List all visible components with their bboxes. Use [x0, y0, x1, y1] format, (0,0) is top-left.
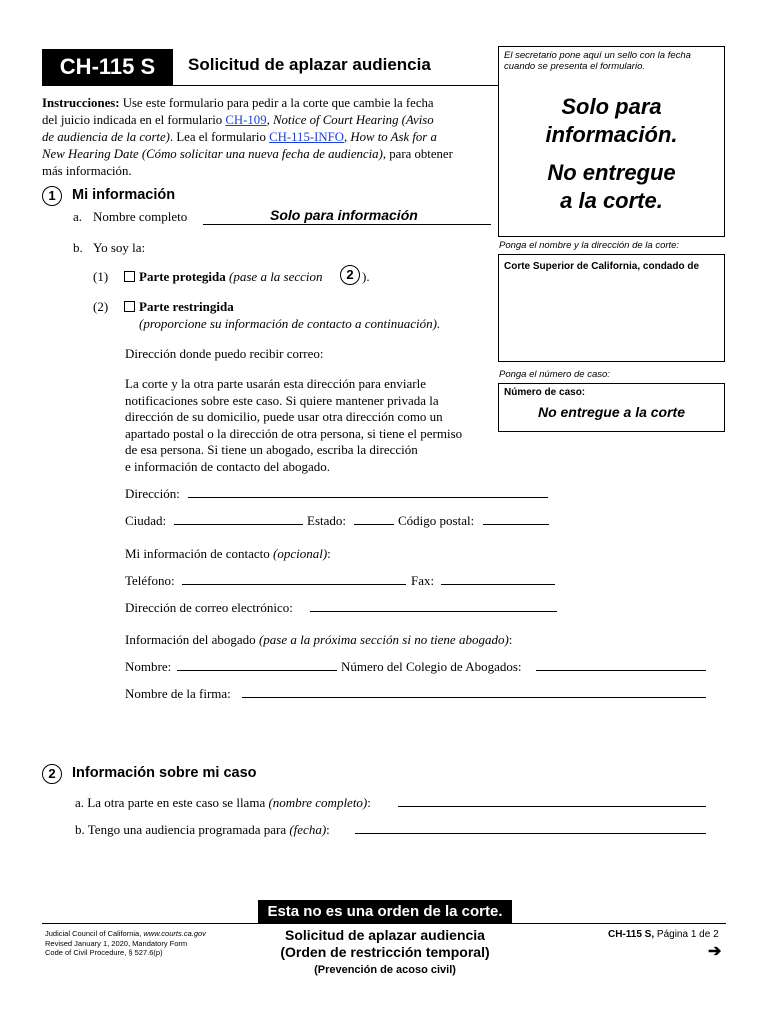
- fax-label: Fax:: [411, 573, 435, 588]
- item-a-label: a.: [73, 209, 83, 224]
- bar-number-field[interactable]: [536, 670, 706, 671]
- form-code: CH-115 S: [59, 54, 156, 79]
- footer-form-type: (Prevención de acoso civil): [314, 964, 456, 976]
- lawyer-name-label: Nombre:: [125, 659, 172, 674]
- item-b-label: b.: [73, 240, 83, 255]
- paragraph-line: notificaciones sobre este caso. Si quiere mantener privada la: [125, 392, 439, 408]
- lawyer-colon: :: [508, 632, 513, 647]
- notice-line: a la corte.: [560, 188, 663, 213]
- section2-title: Información sobre mi caso: [72, 765, 257, 781]
- case-number-value: No entregue a la corte: [537, 404, 686, 420]
- footer-revised: Revised January 1, 2020, Mandatory Form: [45, 938, 188, 948]
- state-label: Estado:: [307, 513, 346, 528]
- page-form-code: CH-115 S,: [608, 929, 655, 940]
- instructions-text: , para obtener: [382, 147, 453, 161]
- case-number-box[interactable]: [498, 383, 725, 432]
- instructions-text: . Lea el formulario: [169, 130, 266, 144]
- option-label: Parte restringida: [139, 299, 234, 314]
- court-text: Corte Superior de California, condado de: [504, 261, 700, 272]
- hearing-date-colon: :: [326, 822, 330, 837]
- form-code-box: [42, 49, 173, 85]
- email-field[interactable]: [310, 611, 557, 612]
- instructions-text: Notice of Court Hearing (Aviso: [273, 113, 434, 127]
- option-2-note: (proporcione su información de contacto a continuación).: [139, 316, 441, 331]
- contact-optional: (opcional): [273, 546, 328, 561]
- footer-form-title: Solicitud de aplazar audiencia: [285, 927, 485, 943]
- lawyer-name-field[interactable]: [177, 670, 337, 671]
- paragraph-line: La corte y la otra parte usarán esta dirección para enviarle: [125, 376, 426, 391]
- section-number-badge: 2: [42, 764, 62, 784]
- page-indicator: [608, 929, 719, 940]
- court-box[interactable]: [498, 254, 725, 362]
- footer-left: [45, 929, 206, 958]
- case-caption: Ponga el número de caso:: [499, 369, 610, 380]
- other-party-text: a. La otra parte en este caso se llama: [75, 795, 266, 810]
- footer-council: Judicial Council of California,: [45, 929, 144, 938]
- court-caption: Ponga el nombre y la dirección de la corte:: [499, 240, 680, 251]
- info-only-notice: [499, 93, 724, 215]
- contact-colon: :: [327, 546, 331, 561]
- instructions-text: de audiencia de la corte): [42, 130, 170, 144]
- footer-code: Code of Civil Procedure, § 527.6(p): [45, 948, 163, 957]
- not-court-order-banner: [258, 900, 512, 924]
- page-number: Página 1 de 2: [654, 929, 719, 940]
- zip-field[interactable]: [483, 524, 549, 525]
- contact-label: Mi información de contacto: [125, 546, 270, 561]
- lawyer-label: Información del abogado: [125, 632, 256, 647]
- instructions-label: Instrucciones:: [42, 96, 120, 110]
- bar-number-label: Número del Colegio de Abogados:: [341, 659, 522, 674]
- address-field[interactable]: [188, 497, 548, 498]
- link-ch-109[interactable]: CH-109: [225, 113, 267, 127]
- address-label: Dirección:: [125, 486, 180, 501]
- instructions: [42, 95, 453, 180]
- notice-line: No entregue: [547, 160, 676, 185]
- protected-party-checkbox[interactable]: [124, 271, 135, 282]
- instructions-text: del juicio indicada en el formulario: [42, 113, 223, 127]
- paragraph-line: dirección de su domicilio, puede usar otra dirección como un: [125, 409, 443, 425]
- full-name-value: Solo para información: [270, 207, 418, 223]
- lawyer-info-label: [125, 632, 512, 648]
- clerk-note: El secretario pone aquí un sello con la fecha cuando se presenta el formulario.: [504, 50, 691, 72]
- option-1-num: (1): [93, 269, 109, 284]
- option-note: (pase a la seccion: [229, 269, 323, 284]
- firm-name-label: Nombre de la firma:: [125, 686, 231, 701]
- restrained-party-option[interactable]: [124, 299, 234, 315]
- other-party-label: [75, 795, 371, 811]
- link-ch-115-info[interactable]: CH-115-INFO: [269, 130, 344, 144]
- phone-field[interactable]: [182, 584, 406, 585]
- next-page-arrow-icon[interactable]: ➔: [708, 943, 722, 960]
- mail-address-explanation: [125, 376, 462, 476]
- hearing-date-note: (fecha): [289, 822, 327, 837]
- state-field[interactable]: [354, 524, 394, 525]
- other-party-name-field[interactable]: [398, 806, 706, 807]
- footer-form-subtitle: (Orden de restricción temporal): [280, 944, 490, 960]
- hearing-date-field[interactable]: [355, 833, 706, 834]
- hearing-date-text: b. Tengo una audiencia programada para: [75, 822, 287, 837]
- zip-label: Código postal:: [398, 513, 475, 528]
- paragraph-line: apartado postal o la dirección de otra persona, si tiene el permiso: [125, 425, 463, 441]
- email-label: Dirección de correo electrónico:: [125, 600, 293, 615]
- full-name-field[interactable]: [203, 224, 491, 225]
- paragraph-line: e información de contacto del abogado.: [125, 458, 331, 474]
- option-2-num: (2): [93, 299, 109, 314]
- clerk-stamp-box[interactable]: [498, 46, 725, 237]
- instructions-text: más información.: [42, 164, 132, 178]
- instructions-text: How to Ask for a: [350, 130, 437, 144]
- notice-line: información.: [545, 122, 678, 147]
- option-label: Parte protegida: [139, 269, 226, 284]
- other-party-note: (nombre completo): [268, 795, 368, 810]
- instructions-text: ,: [266, 113, 273, 127]
- section-number-badge: 1: [42, 186, 62, 206]
- section-ref-badge: 2: [340, 265, 360, 285]
- phone-label: Teléfono:: [125, 573, 175, 588]
- city-label: Ciudad:: [125, 513, 167, 528]
- option-1-end: ).: [362, 269, 370, 284]
- section1-title: Mi información: [72, 187, 176, 203]
- lawyer-note: (pase a la próxima sección si no tiene abogado): [258, 632, 509, 647]
- i-am-label: Yo soy la:: [93, 240, 146, 255]
- instructions-text: Use este formulario para pedir a la corte que cambie la fecha: [122, 96, 434, 110]
- footer-website: www.courts.ca.gov: [143, 929, 206, 938]
- city-field[interactable]: [174, 524, 303, 525]
- notice-line: Solo para: [561, 94, 662, 119]
- contact-info-label: [125, 546, 331, 562]
- fax-field[interactable]: [441, 584, 555, 585]
- case-number-label: Número de caso:: [504, 387, 586, 398]
- banner-text: Esta no es una orden de la corte.: [267, 903, 503, 920]
- restrained-party-checkbox[interactable]: [124, 301, 135, 312]
- paragraph-line: de esa persona. Si tiene un abogado, escriba la dirección: [125, 442, 418, 458]
- instructions-text: New Hearing Date (Cómo solicitar una nueva fecha de audiencia): [42, 147, 383, 161]
- hearing-date-label: [75, 822, 330, 838]
- other-party-colon: :: [367, 795, 371, 810]
- mail-address-label: Dirección donde puedo recibir correo:: [125, 346, 324, 361]
- header-rule: [42, 85, 498, 86]
- instructions-text: ,: [343, 130, 351, 144]
- firm-name-field[interactable]: [242, 697, 706, 698]
- form-title: Solicitud de aplazar audiencia: [188, 55, 431, 74]
- full-name-label: Nombre completo: [93, 209, 188, 224]
- footer-rule: [42, 923, 726, 924]
- protected-party-option[interactable]: [124, 269, 323, 285]
- footer-center: [235, 927, 535, 978]
